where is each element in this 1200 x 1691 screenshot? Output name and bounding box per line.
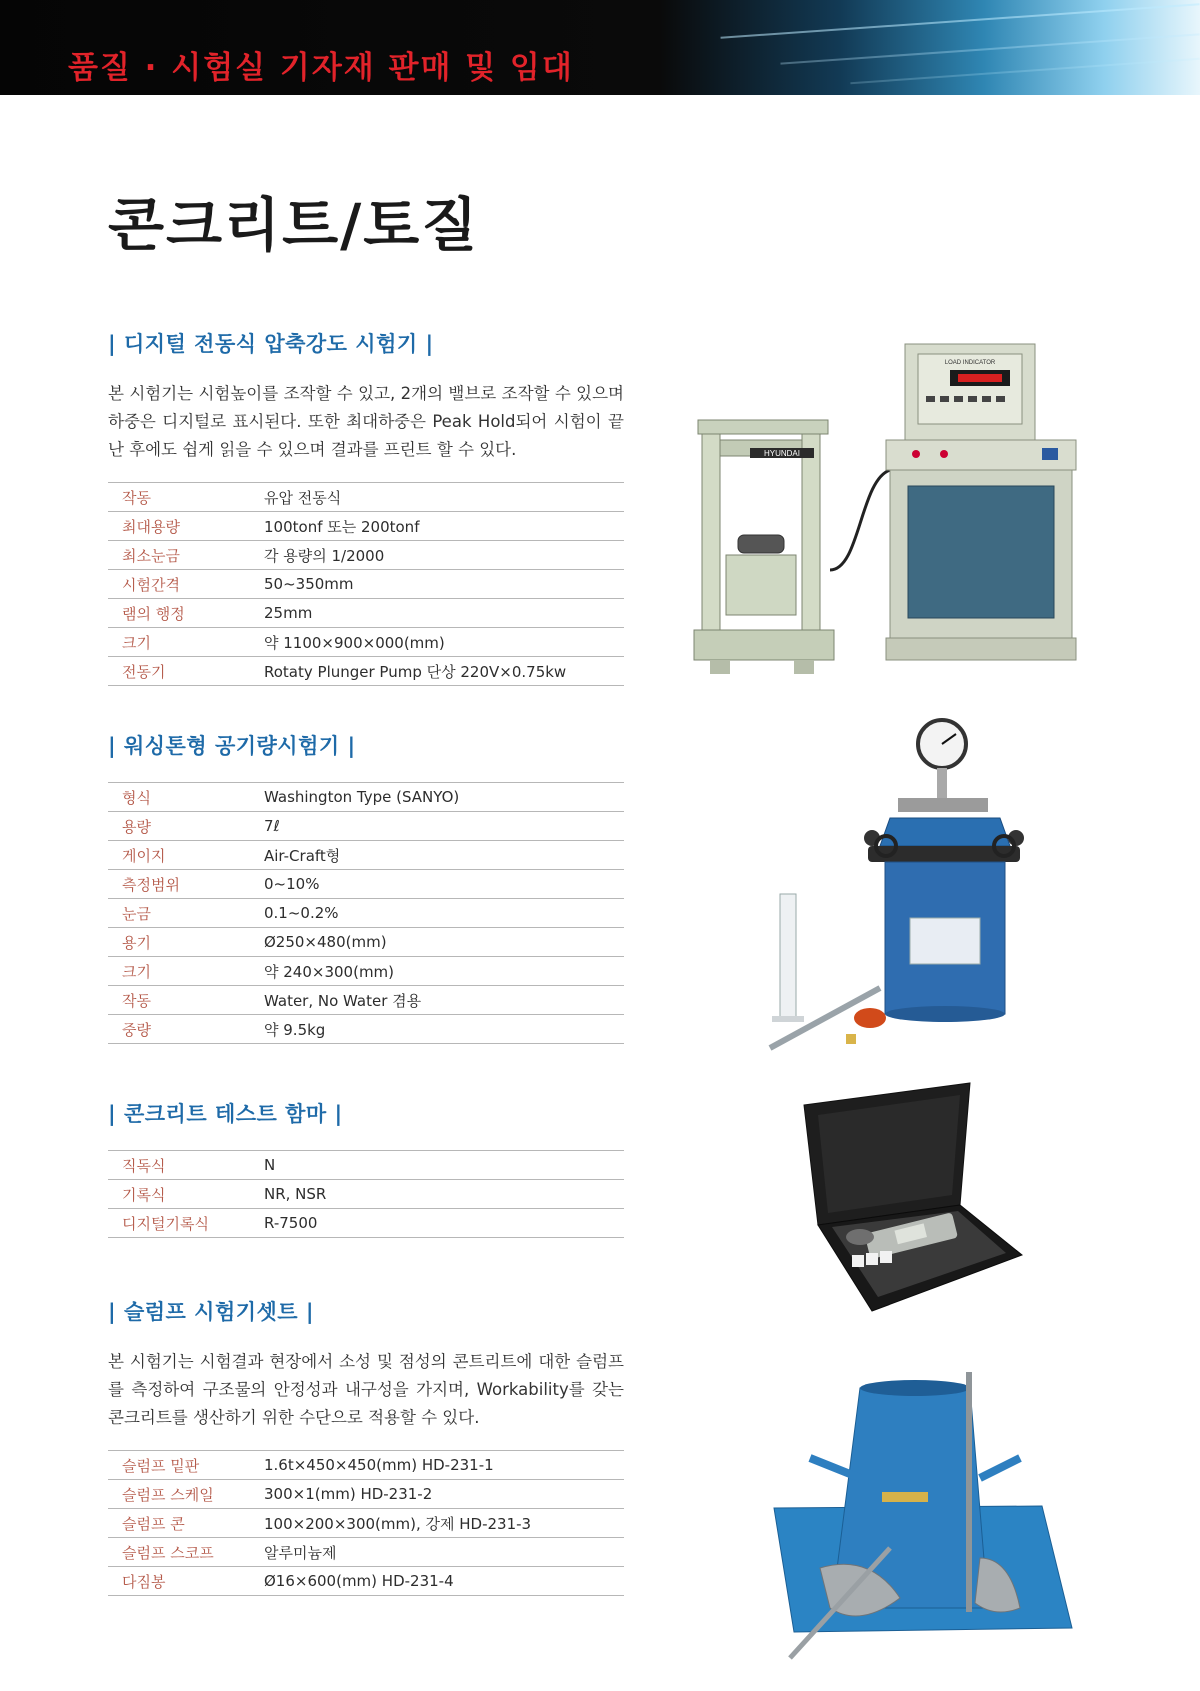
spec-value: Air-Craft형 [264, 841, 624, 870]
spec-key: 눈금 [108, 899, 264, 928]
section-heading: | 디지털 전동식 압축강도 시험기 | [108, 332, 434, 356]
spec-value: 300×1(mm) HD-231-2 [264, 1480, 624, 1509]
spec-row [108, 1451, 624, 1480]
spec-row [108, 541, 624, 570]
spec-value: 100tonf 또는 200tonf [264, 512, 624, 541]
spec-row [108, 841, 624, 870]
spec-table [108, 1150, 624, 1238]
spec-table [108, 482, 624, 686]
spec-row [108, 599, 624, 628]
section-heading-text: 콘크리트 테스트 함마 [123, 1102, 327, 1126]
spec-key: 작동 [108, 483, 264, 512]
spec-row [108, 1180, 624, 1209]
spec-row [108, 1209, 624, 1238]
spec-key: 작동 [108, 986, 264, 1015]
spec-value: 유압 전동식 [264, 483, 624, 512]
spec-key: 디지털기록식 [108, 1209, 264, 1238]
spec-row [108, 1509, 624, 1538]
spec-key: 램의 행정 [108, 599, 264, 628]
section-air-content-tester [108, 730, 624, 1044]
spec-key: 슬럼프 스코프 [108, 1538, 264, 1567]
spec-key: 최대용량 [108, 512, 264, 541]
section-heading: | 슬럼프 시험기셋트 | [108, 1300, 315, 1324]
spec-key: 게이지 [108, 841, 264, 870]
section-description: 본 시험기는 시험높이를 조작할 수 있고, 2개의 밸브로 조작할 수 있으며 하중은 디지털로 표시된다. 또한 최대하중은 Peak Hold되어 시험이 끝난 후에도 쉽게 읽을 수 있으며 결과를 프린트 할 수 있다. [108, 384, 624, 459]
spec-value: 0~10% [264, 870, 624, 899]
spec-value: 알루미늄제 [264, 1538, 624, 1567]
load-indicator-label: LOAD INDICATOR [944, 360, 996, 366]
page-title: 콘크리트/토질 [108, 191, 480, 259]
banner-title: 품질 · 시험실 기자재 판매 및 임대 [68, 50, 574, 86]
spec-key: 최소눈금 [108, 541, 264, 570]
spec-key: 기록식 [108, 1180, 264, 1209]
press-brand-label: HYUNDAI [763, 449, 801, 458]
slump-test-set-image [770, 1358, 1080, 1670]
spec-key: 슬럼프 스케일 [108, 1480, 264, 1509]
spec-key: 슬럼프 밑판 [108, 1451, 264, 1480]
spec-value: NR, NSR [264, 1180, 624, 1209]
spec-row [108, 483, 624, 512]
spec-value: 1.6t×450×450(mm) HD-231-1 [264, 1451, 624, 1480]
spec-table [108, 1450, 624, 1596]
spec-value: N [264, 1151, 624, 1180]
air-content-tester-image [760, 718, 1060, 1058]
spec-key: 전동기 [108, 657, 264, 686]
spec-key: 시험간격 [108, 570, 264, 599]
section-test-hammer [108, 1098, 624, 1238]
section-compression-tester [108, 328, 624, 686]
spec-row [108, 899, 624, 928]
spec-key: 용기 [108, 928, 264, 957]
spec-value: 100×200×300(mm), 강제 HD-231-3 [264, 1509, 624, 1538]
header-banner [0, 0, 1200, 95]
test-hammer-image [800, 1075, 1030, 1330]
spec-key: 다짐봉 [108, 1567, 264, 1596]
section-description: 본 시험기는 시험결과 현장에서 소성 및 점성의 콘트리트에 대한 슬럼프를 측정하여 구조물의 안정성과 내구성을 가지며, Workability를 갖는 콘크리트를 생산하기 위한 수단으로 적용할 수 있다. [108, 1352, 624, 1427]
spec-row [108, 512, 624, 541]
section-heading: | 콘크리트 테스트 함마 | [108, 1102, 343, 1126]
section-heading-text: 슬럼프 시험기셋트 [123, 1300, 299, 1324]
section-heading-text: 디지털 전동식 압축강도 시험기 [123, 332, 418, 356]
spec-row [108, 1567, 624, 1596]
spec-row [108, 628, 624, 657]
section-slump-tester [108, 1296, 624, 1596]
spec-value: Ø16×600(mm) HD-231-4 [264, 1567, 624, 1596]
spec-value: 25mm [264, 599, 624, 628]
spec-value: Rotaty Plunger Pump 단상 220V×0.75kw [264, 657, 624, 686]
spec-value: Ø250×480(mm) [264, 928, 624, 957]
spec-row [108, 957, 624, 986]
spec-key: 슬럼프 콘 [108, 1509, 264, 1538]
spec-row [108, 1151, 624, 1180]
spec-key: 측정범위 [108, 870, 264, 899]
spec-row [108, 870, 624, 899]
spec-value: 약 9.5kg [264, 1015, 624, 1044]
spec-value: 0.1~0.2% [264, 899, 624, 928]
spec-row [108, 928, 624, 957]
spec-value: 50~350mm [264, 570, 624, 599]
spec-key: 형식 [108, 783, 264, 812]
section-heading: | 워싱톤형 공기량시험기 | [108, 734, 356, 758]
spec-table [108, 782, 624, 1044]
spec-value: Washington Type (SANYO) [264, 783, 624, 812]
spec-value: 7ℓ [264, 812, 624, 841]
spec-key: 크기 [108, 628, 264, 657]
spec-row [108, 657, 624, 686]
spec-row [108, 783, 624, 812]
spec-row [108, 1015, 624, 1044]
spec-row [108, 1480, 624, 1509]
spec-value: 약 240×300(mm) [264, 957, 624, 986]
spec-key: 크기 [108, 957, 264, 986]
spec-row [108, 812, 624, 841]
section-heading-text: 워싱톤형 공기량시험기 [123, 734, 340, 758]
spec-value: 각 용량의 1/2000 [264, 541, 624, 570]
spec-key: 직독식 [108, 1151, 264, 1180]
spec-row [108, 986, 624, 1015]
spec-row [108, 1538, 624, 1567]
spec-key: 용량 [108, 812, 264, 841]
spec-key: 중량 [108, 1015, 264, 1044]
spec-value: R-7500 [264, 1209, 624, 1238]
spec-value: Water, No Water 겸용 [264, 986, 624, 1015]
compression-tester-image [690, 340, 1090, 690]
spec-row [108, 570, 624, 599]
spec-value: 약 1100×900×000(mm) [264, 628, 624, 657]
